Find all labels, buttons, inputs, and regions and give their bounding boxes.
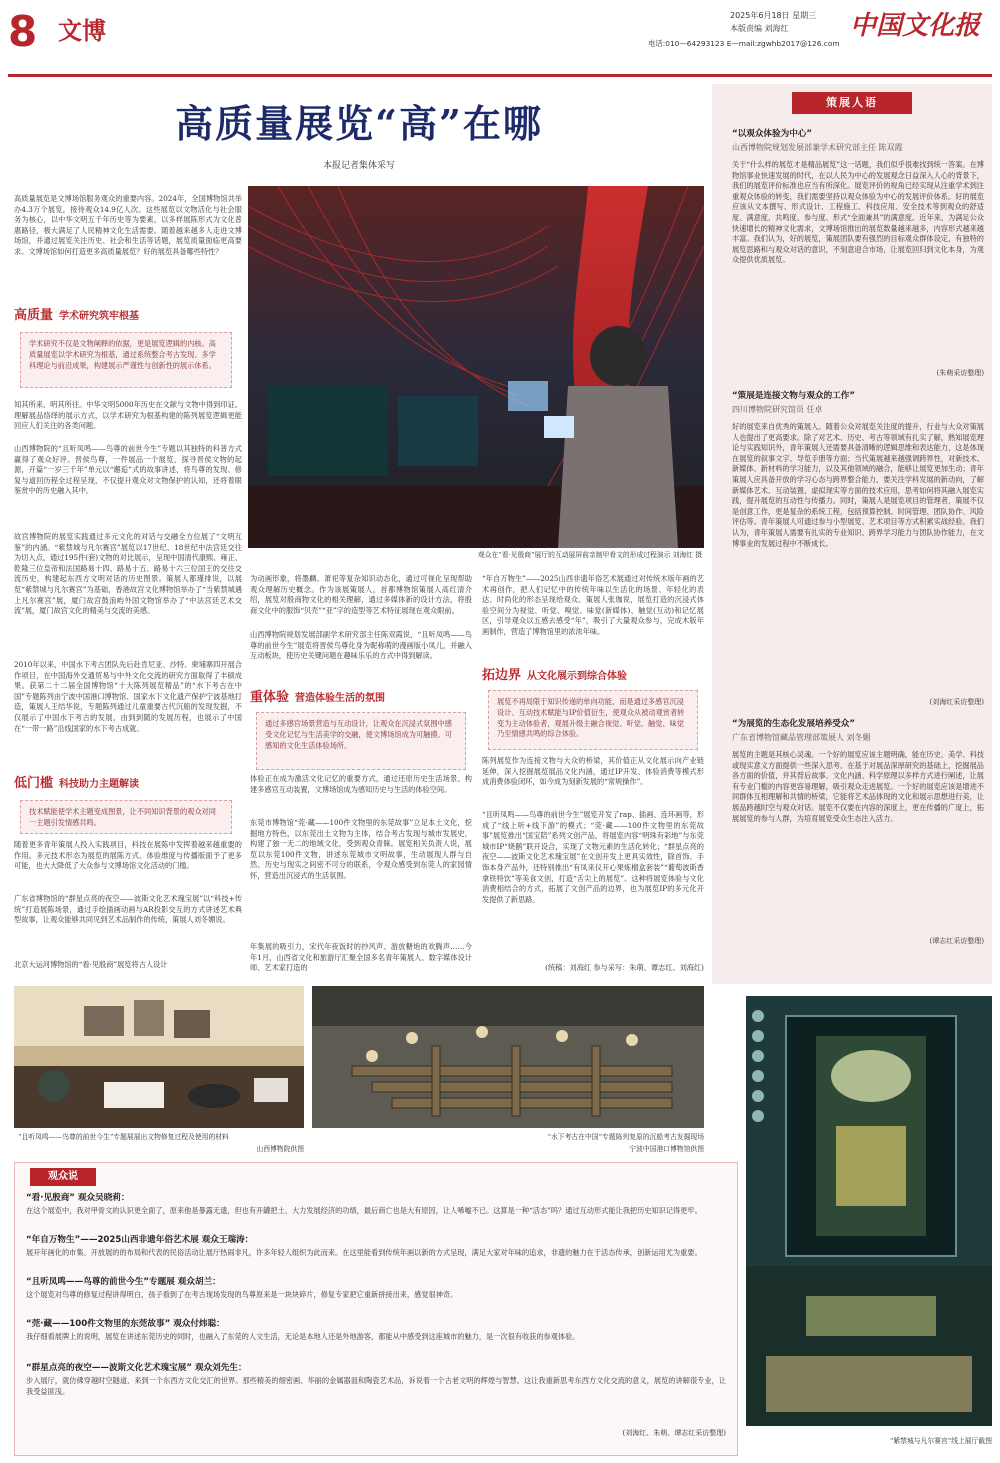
headline-title: 高质量展览“高”在哪: [175, 101, 543, 146]
issue-date: 2025年6月18日 星期三: [730, 11, 817, 20]
section4-title: 从文化展示到综合体验: [527, 671, 628, 682]
section3-heading: [250, 686, 472, 705]
essay2-credit: (刘海红采访整理): [929, 698, 984, 706]
section4-label: 拓边界: [482, 668, 522, 683]
newspaper-logo: 中国文化报: [850, 11, 981, 41]
section4-para1: 陈列展览作为连接文物与大众的桥梁，其价值正从文化展示向产业链延伸，深入挖掘展览展品文化内涵，通过IP开发、体验消费等模式形成消费体验闭环，如今成为刻新发展的“常规操作”。: [482, 756, 704, 787]
section3-label: 重体验: [250, 690, 290, 705]
section2-para1: 随着更多青年策展人投入实践项目，科技在展陈中发挥着越来越重要的作用。多元技术形态为展览的展陈方式、体验维度与传播版面予了更多可能，也大大降低了大众参与文博场馆文化活动的门槛。: [14, 840, 242, 871]
section3-para4: 东莞市博物馆“莞·藏——100件文物里的东莞故事”立足本土文化，挖掘地方特色，以东莞出土文物为主体，结合考古发现与城市发展史，构建了独一无二的地域文化，受到观众青睐。展览相关负责人说，展览以东莞100件文物，讲述东莞城市文明故事，生动展现人群与自然、历史与现实之间密不可分的联系，令观众感受到东莞人的家园情怀，营造出沉浸式的生活氛围。: [250, 818, 472, 880]
voice2-title: “年自万物生”——2025山西非遗年俗艺术展 观众王瑞涛：: [26, 1235, 254, 1245]
voice4-title: “莞·藏——100件文物里的东莞故事” 观众付炜聪：: [26, 1319, 225, 1329]
section4-para2: “且听凤鸣——鸟尊的前世今生”展览开发了rap、插画、连环画等，形成了“线上听+线下游”的模式；“莞·藏——100件文物里的东莞故事”展览推出“国宝陪”系列文创产品，将展览内容“明珠有彩地”与东莞城市IP“烧鹅”联开设合，实现了文物元素的生活化转化；“群星点亮的夜空——波斯文化艺术瑰宝展”在文创开发上更具实效性，除首饰、手饰本身产品外，还特别推出“有凤来仪开心果炼榴盒套装”“葡萄波斯香拿铁特饮”等美食文创，打造“舌尖上的展览”。这种将展览体验与文化消费相结合的方式，拓展了文创产品的边界，也为展览IP的多元化开发提供了新思路。: [482, 810, 704, 904]
essay1-title: “以观众体验为中心”: [732, 129, 813, 139]
voice5-title: “群星点亮的夜空——波斯文化艺术瑰宝展” 观众刘先生：: [26, 1363, 247, 1373]
section1-para1: 知其所来、明其所往。中华文明5000年历史在文献与文物中得到印证。理解展品络绎的展示方式，以学术研究为根基构建的陈列展览逻辑更能回应人们关注的各类问题。: [14, 400, 242, 431]
section3-para3: 体验正在成为激活文化记忆的重要方式，通过还原历史生活场景、构建多感官互动装置，文博场馆成为感知历史与生活的体验空间。: [250, 774, 472, 794]
sidebar-heading: 策展人语: [792, 92, 912, 114]
virtual-hall-image: [746, 996, 992, 1426]
essay2-title: “策展是连接文物与观众的工作”: [732, 391, 856, 401]
essay1-body: 关于“什么样的展览才是精品展览”这一话题，我们似乎很难找到统一答案。在博物馆事业快速发展的时代，在以人民为中心的发展观念日益深入人心的背景下，我们的展览评价标准也应当有所深化。展览评价的视角已经实现从注重学术到注重观众体验的转变，我们需要坚持以观众体验为中心的发展评价体系。好的展览应该从文本撰写、形式设计、工程施工、科技应用、安全技术等到观众的舒适度、满意度、共鸣度、参与度、形式“全面兼具”的满意度。近年来，为满足公众快速增长的精神文化需求，文博场馆推出的展览数量越来越多，内容形式越来越丰富。我们认为，好的展览，策展团队要有强烈的目标观众群体设定，有独特的展览思路和与观众对话的意识，不刻意迎合市场，让展览回归到文化本身，为观众提供优质展览。: [732, 160, 984, 265]
headline-block: [14, 84, 704, 189]
headline-byline: 本报记者集体采写: [322, 161, 395, 171]
essay3-body: 展览的主题是其核心灵魂。一个好的展览应该主题明确，能在历史、美学、科技或现实意义方面提供一些深入思考。在基于对展品深厚研究的基础上，挖掘展品各方面的价值，并其背后故事、文化内涵、科学原理以多样方式进行阐述，让展有专业门槛的内容更容易理解，吸引观众走进展览。一个好的展览应该是增进不同群体互相理解和共情的桥梁，它能将艺术品体现的文化和展示思想进行美，让展品跨越时空与观众对话。展览不仅要在内容的深度上，更在传播的广度上，拓展展览的参与人群，为培育展览受众生态注入活力。: [732, 750, 984, 823]
page-editor: 本版责编 刘海红: [730, 24, 789, 33]
contact-info: 电话:010—64293123 E—mail:zgwhb2017@126.com: [648, 39, 840, 48]
visitor-voices-heading: 观众说: [30, 1168, 96, 1186]
underwater-caption: “水下考古在中国”专题陈列复原的沉船考古发掘现场: [547, 1133, 704, 1141]
section1-para4: 2010年以来，中国水下考古团队先后赴肯尼亚、沙特、柬埔寨四开展合作项目，在中国海外交通贸易与中外文化交流的研究方面取得了丰硕成果。获第二十二届全国博物馆“十大陈列展览精品”的“水下考古在中国”专题陈列由宁波中国港口博物馆、国家水下文化遗产保护宁波基地打造，策展人王结华说，专题陈列通过儿童重要古代沉船的发现发掘，不仅展示了中国水下考古的发展，由到到随的发展历程，也展示了中国在“一带一路”沿线国家的水下考古成就。: [14, 660, 242, 733]
section2-heading: [14, 772, 242, 791]
section2-title: 科技助力主题解读: [59, 779, 140, 790]
section3-quote: 通过多感官场景营造与互动设计，让观众在沉浸式氛围中感受文化记忆与生活美学的交融，使文博场馆成为可触摸、可感知的文化生活体验场所。: [256, 712, 466, 770]
section1-para3: 故宫博物院的展览实践通过多元文化的对话与交融全方位展了“文明互鉴”的内涵。“紫禁城与凡尔赛宫”展览以17世纪、18世纪中法宫廷交往为切入点，通过195件(套)文物的对比展示，呈现中国清代康熙、雍正、乾隆三位皇帝和法国路易十四、路易十五、路易十六三位国王的交往交流历史，构建起东西方文明对话的历史图景。策展人都瑾排说，以展览“紫禁城与凡尔赛宫”为基础，香港故宫文化博物馆举办了“当紫禁城遇上凡尔赛宫”展，厦门故宫鼓浪屿外国文物馆举办了“中法宫廷艺术交流”展，厦门故宫文化的精美与交流的美感。: [14, 532, 242, 616]
voice1-body: 在这个展览中，我对甲骨文的认识更全面了，原来他是暴露无遗，但也有开罐把土、大力发展经济的功绩，最后商亡也是大有原因，让人唏嘘不已。这算是一种“活态”吗？通过互动形式能让我把历史知识记得更牢。: [26, 1206, 702, 1215]
voice5-body: 步入展厅，就仿佛穿越时空隧道，来到一个东西方文化交汇的世界。那些精美的细密画、华丽的金属器皿和陶瓷艺术品，诉说着一个古老文明的辉煌与智慧。这让我重新思考东西方文化交流的意义，展览的讲解很专业，让我受益匪浅。: [26, 1376, 726, 1396]
section1-quote: 学术研究不仅是文物阐释的依据，更是展览逻辑的内核。高质量展览以学术研究为根基，通过系统整合考古发现、多学科理论与前沿成果，构建展示严谨性与创新性的展示体系。: [20, 332, 232, 388]
voice4-body: 我仔细看展牌上的说明，展览在讲述东莞历史的同时，也融入了东莞的人文生活，无论是本地人还是外地游客，都能从中感受到这座城市的魅力，是一次很有收获的参观体验。: [26, 1332, 580, 1341]
section2-para3: 北京大运河博物馆的“看·见殷商”展览将古人设计: [14, 960, 168, 969]
essay2-body: 好的展览来自优秀的策展人。随着公众对展览关注度的提升，行业与大众对策展人也提出了更高要求。除了对艺术、历史、考古等领域有扎实了解，熟知展览理论与实践知识外，青年策展人还需要具备清晰的逻辑思维和表达能力，这是体现在展览的叙事文字、导览手册等方面；当代策展越来越强调跨界性，对新技术、新媒体、新材料的学习能力，以及其他领域的融合，能够让展览更加生动；青年策展人应具备开放的学习心态与跨界整合能力，要关注学科发展的新动向，了解新媒体艺术、互动装置、虚拟现实等方面的技术应用，思考如何将其融入展览实践，提升展览的互动性与传播力。同时，策展人是展览项目的管理者，策展不仅是创意工作，更是复杂的系统工程，包括预算控制、时间管理、团队协作、风险评估等。青年策展人可通过参与小型展览、艺术项目等方式积累实战经验。我们认为，青年策展人需要有扎实的专业知识、跨界学习能力与团队协作能力，在文博事业的发展过程中不断成长。: [732, 422, 984, 548]
section4-heading: [482, 664, 704, 683]
section3-title: 营造体验生活的氛围: [295, 693, 386, 704]
underwater-archaeology-photo: [312, 986, 704, 1128]
section1-label: 高质量: [14, 308, 54, 323]
section1-heading: [14, 304, 242, 323]
voice3-title: “且听凤鸣——鸟尊的前世今生”专题展 观众胡兰：: [26, 1277, 221, 1287]
page-number: 8: [8, 7, 38, 56]
bird-zun-caption: “且听凤鸣——鸟尊的前世今生”专题展展出文物修复过程及使用的材料: [18, 1133, 229, 1141]
intro-paragraph: 高质量展览是文博场馆服务观众的重要内容。2024年，全国博物馆共举办4.3万个展览，接待观众14.9亿人次。这些展览以文物活化与社会服务为核心，以中华文明五千年历史等为要素，以多样展陈形式为文化普惠路径，极大满足了人民精神文化生活需要。随着越来越多人走进文博场馆，并通过展览关注历史、社会和生活等话题，展览质量面临更高要求。文博场馆如何打造更多高质量展览？好的展览具备哪些特性？: [14, 194, 242, 256]
section4-intro: “年自万物生”——2025山西非遗年俗艺术展通过对传统木版年画的艺术再创作，把人们记忆中的传统年味以生活化的场景、年轻化的表达、时尚化的形态呈现给观众。策展人张珈说，展览打造的沉浸式体验空间分为视觉、听觉、嗅觉、味觉(新媒体)、触觉(互动)和记忆展区，引导观众以五感去感受“年”，吸引了大量观众参与，完成木版年画制作，营造了博物馆里的浓浓年味。: [482, 574, 704, 636]
underwater-credit: 宁波中国港口博物馆供图: [629, 1145, 704, 1153]
shipwreck-diorama-image: [312, 986, 704, 1128]
voice2-body: 展开年画化的市集、开放展的的布局和代表的民俗活动让展厅热闹非凡，许多年轻人组织为此而来。在这里能看到传统年画以新的方式呈现，满足大家对年味的追求，非遗的魅力在于活态传承，创新运用尤为重要。: [26, 1248, 702, 1257]
essay3-title: “为展览的生态化发展培养受众”: [732, 719, 856, 729]
section3-para2: 山西博物院规划发展部副学术研究部主任陈双霞说，“且听凤鸣——鸟尊的前世今生”展览将晋侯鸟尊化身为昵称萌的漫画版小凤儿，并融入互动板块，使历史关键问题在趣味乐乐的方式中得到解读。: [250, 630, 472, 661]
bird-zun-photo: [14, 986, 304, 1128]
essay2-author: 四川博物院研究馆员 任卓: [732, 405, 823, 414]
section1-para2: 山西博物院的“且听凤鸣——鸟尊的前世今生”专题以其独特的科普方式赢得了观众好评。晋侯鸟尊，一件展品一个展览，探寻晋侯文物的起源，开篇“一岁三千年”单元以“邂逅”式的故事讲述，将鸟尊的发现、修复与道回历程全过程呈现，不仅提升观众对文物保护的认知，还将着眼鉴赏中的历史融入其中。: [14, 444, 242, 496]
voice3-body: 这个展览对鸟尊的修复过程讲得明白，孩子看到了在考古现场发现的鸟尊原来是一块块碎片，修复专家把它重新拼接出来，感觉很神奇。: [26, 1290, 458, 1299]
voice-credit: (刘海红、朱萌、谭志红采访整理): [622, 1429, 726, 1437]
masthead: [8, 6, 992, 72]
section2-label: 低门槛: [14, 776, 54, 791]
section2-para2: 广东省博物馆的“群星点亮的夜空——波斯文化艺术瑰宝展”以“科技+传统”打造展陈场景，通过手绘插画动画与AR投影交互的方式讲述艺术典型故事，让观众能够共同见到艺术品制作的传统，策展人刘冬媚说。: [14, 894, 242, 925]
section1-title: 学术研究筑牢根基: [59, 311, 140, 322]
main-photo-caption: 观众在“看·见殷商”展厅的互动展屏前亲制甲骨文的形成过程演示 刘海红 摄: [477, 551, 702, 559]
essay3-author: 广东省博物馆藏品管理部策展人 刘冬媚: [732, 733, 871, 742]
bird-zun-credit: 山西博物院供图: [256, 1145, 304, 1153]
essay1-credit: (朱萌采访整理): [936, 369, 984, 377]
main-exhibition-photo: [248, 186, 704, 548]
exhibition-hall-image: [248, 186, 704, 548]
voice1-title: “看·见殷商” 观众吴晓莉：: [26, 1193, 130, 1203]
section3-para5: 年集展的吸引力，宋代年夜饭时的抄风声、游放糖炮的欢腾声……今年1月，山西省文化和旅游厅汇聚全国多名青年策展人、数字媒体设计师、艺术家打造的: [250, 942, 472, 973]
essay1-author: 山西博物院规划发展部兼学术研究部主任 陈双霞: [732, 143, 903, 152]
section-name: 文博: [58, 16, 106, 45]
essay3-credit: (谭志红采访整理): [929, 937, 984, 945]
section4-credit: (统稿：刘海红 参与采写：朱萌、谭志红、刘海红): [545, 963, 704, 972]
masthead-rule: [8, 74, 992, 77]
section2-quote: 技术赋能使学术主题变成图景，让不同知识背景的观众对同一主题引发情感共鸣。: [20, 800, 232, 834]
online-gallery-caption: “紫禁城与凡尔赛宫”线上展厅截图: [889, 1437, 992, 1445]
restoration-display-image: [14, 986, 304, 1128]
section4-quote: 展览不再局限于知识传递的单向功能，而是通过多感官沉浸设计、互动技术赋能与IP价值衍生，使观众从被动观赏者转变为主动体验者，观展升级主融合视觉、听觉、触觉、味觉乃至情感共鸣的综合体验。: [488, 690, 698, 750]
section3-intro: 为动画形象，将墨麟、萧祀等复杂知识动态化，通过可视化呈现帮助观众理解历史概念。作为该展策展人，首都博物馆策展人高红清介绍，展览对殷商物文化的相关理解，通过多媒体新的设计方法，将殷商文化中的服饰“贝壳”“亚”字的造型等艺术特征展现在观众眼前。: [250, 574, 472, 615]
online-gallery-screenshot: [746, 996, 992, 1426]
